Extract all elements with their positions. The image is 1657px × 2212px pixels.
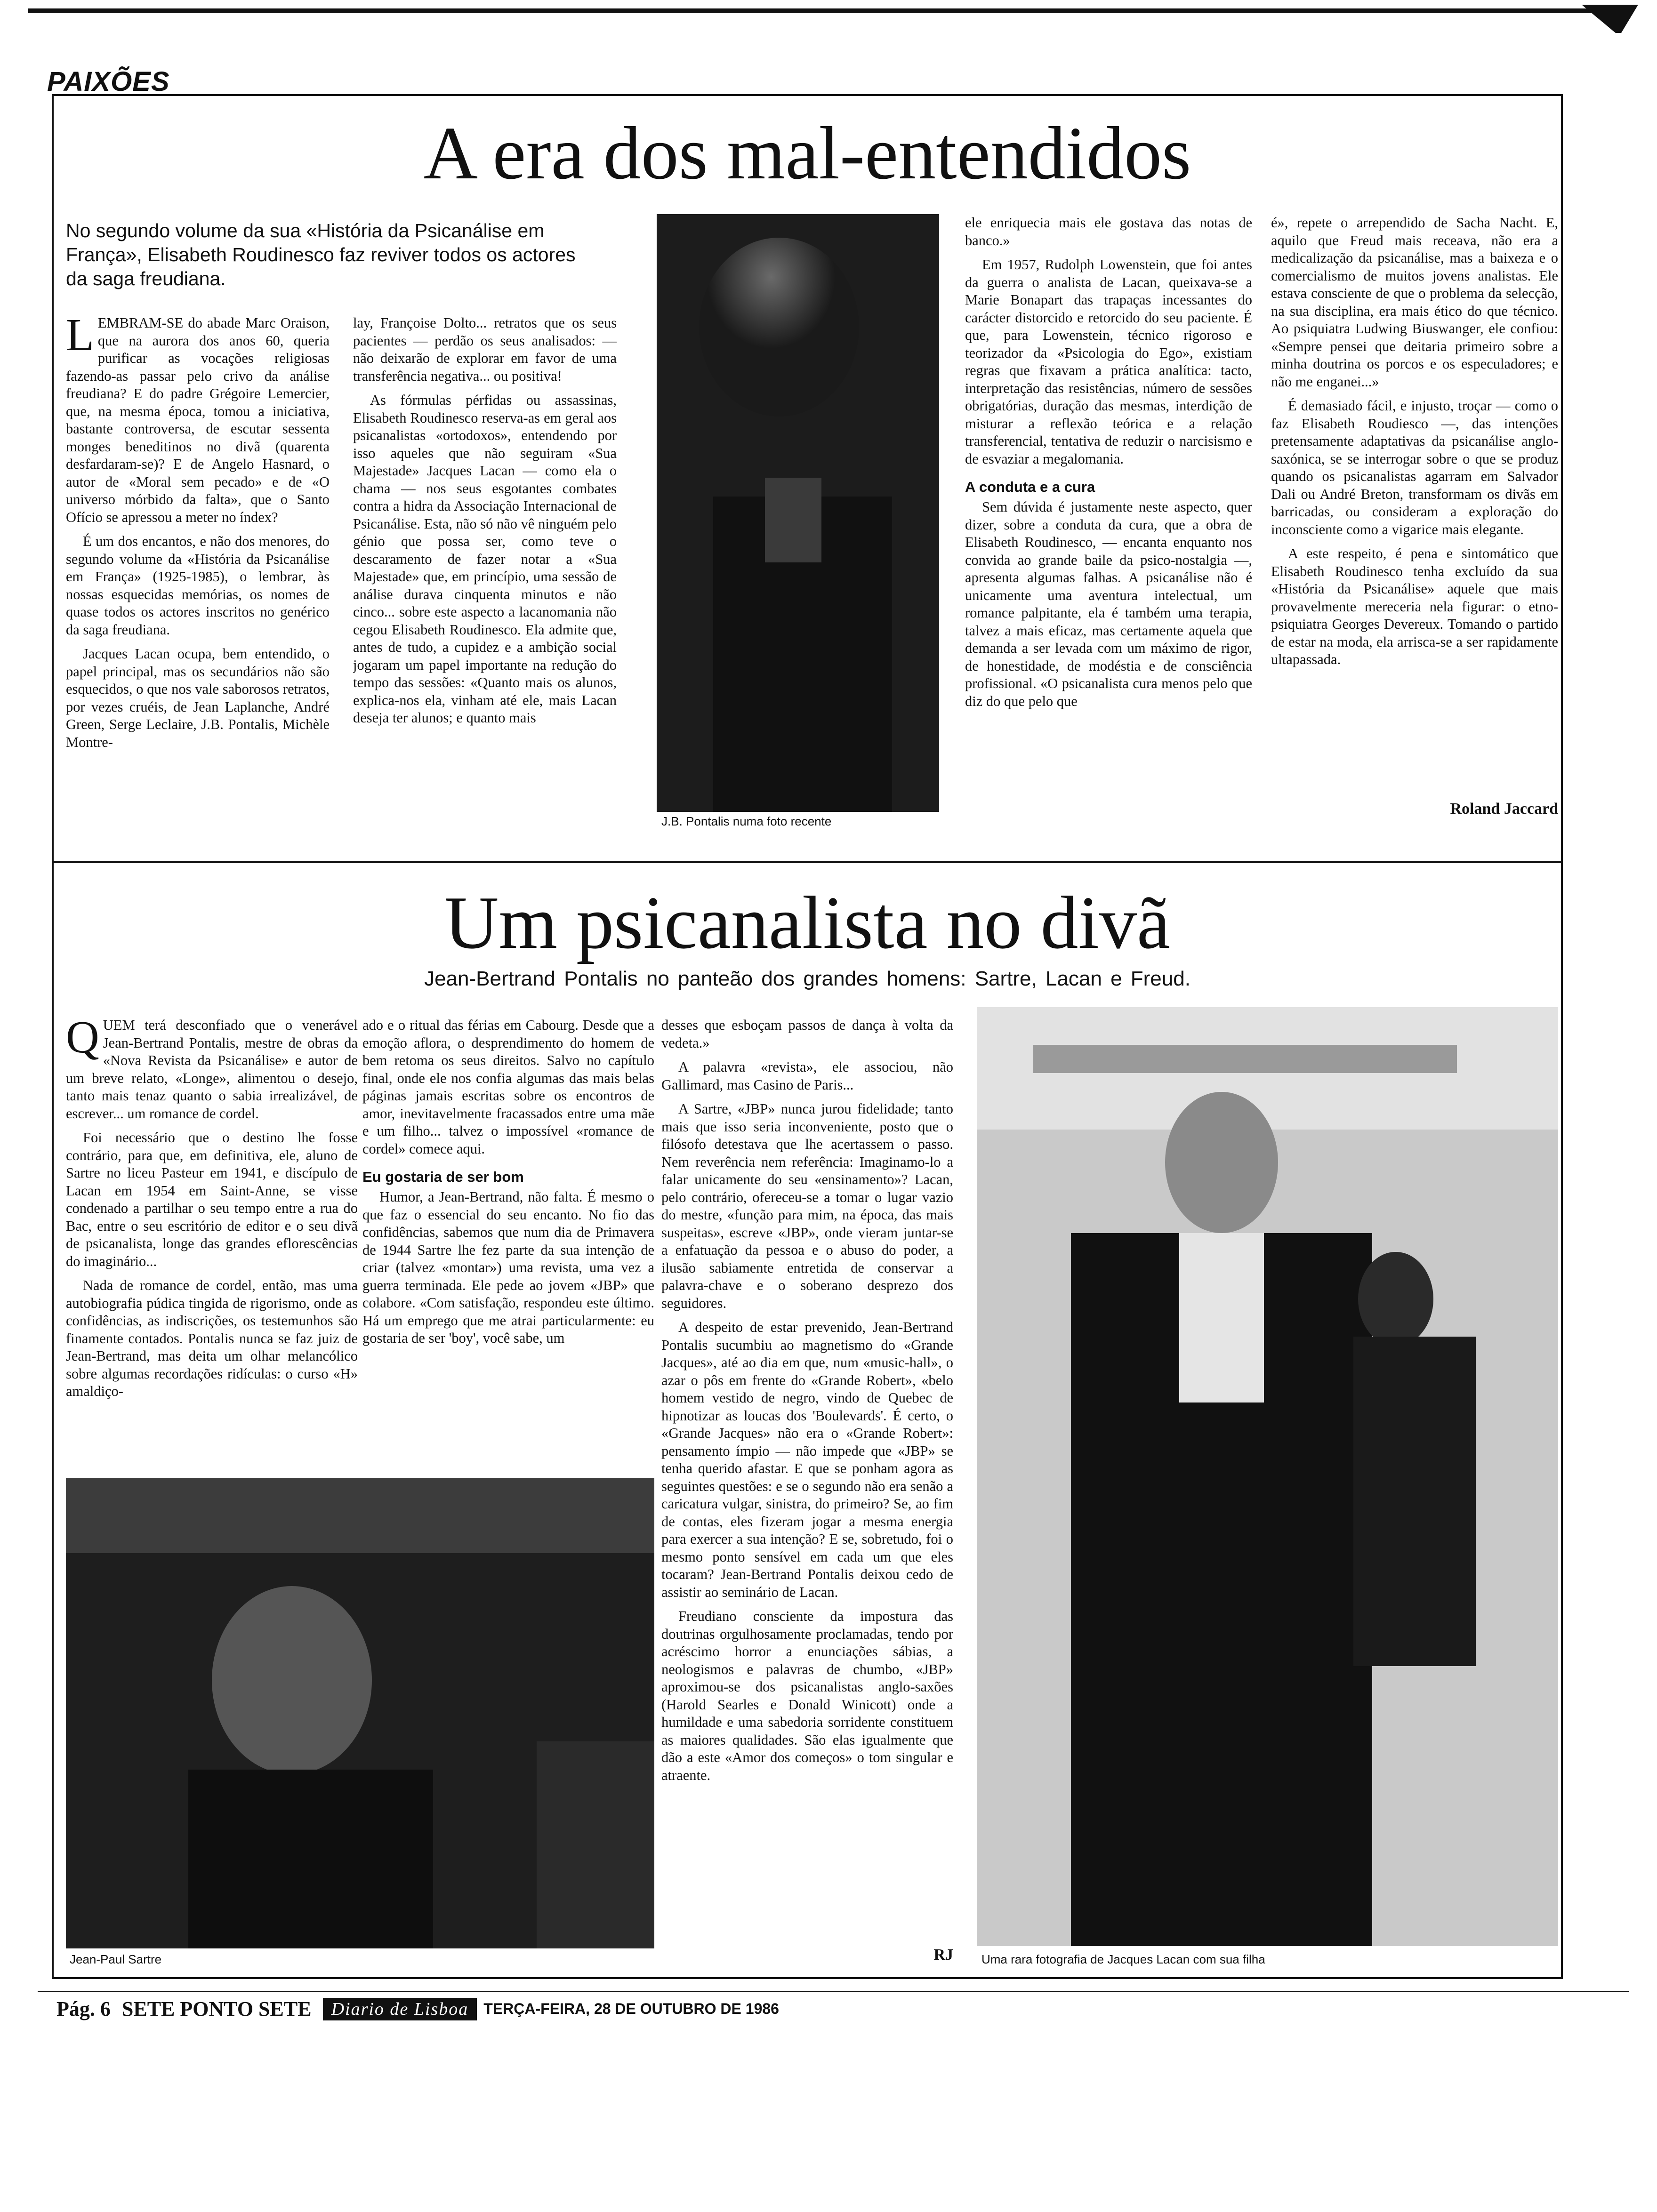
article2-col2-para: ado e o ritual das férias em Cabourg. Desde que a emoção aflora, o desprendimento do homem de bem retoma os seus direitos. Salvo no capítulo final, onde ele nos confia algumas das mais belas páginas jamais escritas sobre os encontros de amor, inevitavelmente fracassados entre uma mãe e um filho... talvez o impossível «romance de cordel» comece aqui.	[362, 1017, 654, 1157]
article1-col2-para: lay, Françoise Dolto... retratos que os seus pacientes — perdão os seus analisados: — não deixarão de explorar em favor de uma transferência negativa... ou positiva!	[353, 315, 617, 384]
newspaper-masthead: Diario de Lisboa	[323, 1998, 477, 2020]
article1-col4-para: É demasiado fácil, e injusto, troçar — como o faz Elisabeth Roudiesco —, das intenções pretensamente adaptativas da psicanálise anglo-saxónica, se se interrogar sobre o que se produz quando os psicanalistas agarram em Salvador Dali ou André Breton, transformam os divãs em barricadas, ou consideram a exploração do inconsciente como a vigarice mais elegante.	[1271, 398, 1558, 537]
article2-dropcap: Q	[66, 1017, 99, 1063]
article1-col4-para: A este respeito, é pena e sintomático que Elisabeth Roudinesco tenha excluído da sua «História da Psicanálise» aquele que mais provavelmente mereceria nela figurar: o etno-psiquiatra Georges Devereux. Tomando o partido de estar na moda, ela arrisca-se a ser rapidamente ultapassada.	[1271, 545, 1558, 667]
article2-col3-para: A palavra «revista», ele associou, não Gallimard, mas Casino de Paris...	[661, 1059, 953, 1093]
article2-col1-para: QUEM terá desconfiado que o venerável Jean-Bertrand Pontalis, mestre de obras da «Nova Revista da Psicanálise» e autor de um breve relato, «Longe», alimentou o desejo, tanto mais tenaz quanto o sabia irrealizável, de escrever... um romance de cordel.	[66, 1017, 358, 1122]
article2-headline: Um psicanalista no divã	[444, 881, 1170, 964]
pontalis-photo	[657, 214, 939, 812]
article1-col1-para: É um dos encantos, e não dos menores, do segundo volume da «História da Psicanálise em França» (1925-1985), o lembrar, às nossas esquecidas memórias, os nomes de quase todos os actores inscritos no genérico da saga freudiana.	[66, 533, 330, 638]
article1-col3-para: Em 1957, Rudolph Lowenstein, que foi antes da guerra o analista de Lacan, queixava-se a Marie Bonapart das trapaças incessantes do carácter distorcido e retorcido do seu paciente. É que, para Lowenstein, técnico rigoroso e teorizador da «Psicologia do Ego», existiam regras que fixavam a prática analítica: tacto, interpretação das resistências, número de sessões obrigatórias, duração das mesmas, interdição de misturar a reflexão teórica e a relação transferencial, tentativa de reduzir o narcisismo e de esvaziar a megalomania.	[965, 256, 1252, 467]
article2-column-3	[661, 1017, 953, 1951]
pontalis-photo-caption: J.B. Pontalis numa foto recente	[661, 814, 832, 828]
page-corner-mark	[1582, 5, 1638, 33]
article1-col2-para: As fórmulas pérfidas ou assassinas, Elisabeth Roudinesco reserva-as em geral aos psicanalistas «ortodoxos», entendendo por isso aqueles que não seguiram «Sua Majestade» Jacques Lacan — como ela o chama — nos seus esgotantes combates contra a hidra da Associação Internacional de Psicanálise. Esta, não só não vê ninguém pelo génio que possa ser, como teve o descaramento de fazer notar a «Sua Majestade» que, em princípio, uma sessão de análise durava cinquenta minutos e não cinco... sobre este aspecto a lacanomania não cegou Elisabeth Roudinesco. Ela admite que, antes de tudo, a cupidez e a ambição social jogaram um papel importante na redução do tempo das sessões: «Quanto mais os alunos, explica-nos ela, vinham até ele, mais Lacan deseja ter alunos; e quanto mais	[353, 392, 617, 726]
article1-column-2	[353, 314, 617, 842]
supplement-name: SETE PONTO SETE	[121, 1997, 312, 2020]
issue-date: TERÇA-FEIRA, 28 DE OUTUBRO DE 1986	[483, 2000, 779, 2017]
article1-column-4	[1271, 214, 1558, 793]
article1-dropcap: L	[66, 314, 94, 361]
article1-col3-para: Sem dúvida é justamente neste aspecto, quer dizer, sobre a conduta da cura, que a obra de Elisabeth Roudinesco, — encanta enquanto nos convida ao grande baile da psico-nostalgia —, apresenta algumas falhas. A psicanálise não é unicamente uma aventura intelectual, um romance palpitante, ela é também uma terapia, talvez a mais eficaz, mas certamente aquela que demanda a ser levada com um máximo de rigor, de honestidade, de modéstia e de consciência profissional. «O psicanalista cura menos pelo que diz do que pelo que	[965, 499, 1252, 709]
article1-col1-para: Jacques Lacan ocupa, bem entendido, o papel principal, mas os secundários não são esquecidos, o que nos vale saborosos retratos, por vezes cruéis, de Jean Laplanche, André Green, Serge Leclaire, J.B. Pontalis, Michèle Montre-	[66, 646, 330, 750]
article1-col4-para: é», repete o arrependido de Sacha Nacht. E, aquilo que Freud mais receava, não era a medicalização da psicanálise, mas a baixeza e o comercialismo de muitos jovens analistas. Ele estava consciente de que o problema da selecção, na sua disciplina, era mais ético do que técnico. Ao psiquiatra Ludwing Biuswanger, ele confiou: «Sempre pensei que deitaria primeiro sobre a minha doutrina os porcos e os especuladores; e não me enganei...»	[1271, 215, 1558, 390]
page-footer	[56, 1997, 779, 2021]
article2-column-2	[362, 1017, 654, 1478]
article2-col1-para: Nada de romance de cordel, então, mas uma autobiografia púdica tingida de rigorismo, onde as confidências, as indiscrições, os testemunhos são finamente contados. Pontalis nunca se faz juiz de Jean-Bertrand, mas deita um olhar melancólico sobre algumas recordações ridículas: o curso «H» amaldiço-	[66, 1277, 358, 1399]
article1-subheading: A conduta e a cura	[965, 479, 1095, 495]
article-separator	[52, 861, 1563, 863]
article1-col3-para: ele enriquecia mais ele gostava das notas de banco.»	[965, 215, 1252, 248]
page-number: Pág. 6	[56, 1997, 111, 2020]
article1-col1-para: LEMBRAM-SE do abade Marc Oraison, que na aurora dos anos 60, queria purificar as vocações religiosas fazendo-as passar pelo crivo da análise freudiana? E do padre Grégoire Lemercier, que, na mesma época, tomou a iniciativa, bastante controversa, de escutar sessenta monges beneditinos no divã (quarenta desfardaram-se)? E de Angelo Hasnard, o autor de «Moral sem pecado» e de «O universo mórbido da falta», que o Santo Ofício se apressou a meter no índex?	[66, 314, 330, 525]
section-title: PAIXÕES	[47, 66, 170, 97]
article1-headline: A era dos mal-entendidos	[423, 111, 1191, 195]
footer-rule	[38, 1991, 1629, 1992]
article1-column-3	[965, 214, 1252, 835]
article1-column-1	[66, 314, 330, 842]
top-rule	[28, 8, 1629, 13]
article2-column-1	[66, 1017, 358, 1478]
article2-subheadline: Jean-Bertrand Pontalis no panteão dos grandes homens: Sartre, Lacan e Freud.	[424, 967, 1190, 990]
article2-col1-para: Foi necessário que o destino lhe fosse contrário, para que, em definitiva, ele, aluno de Sartre no liceu Pasteur em 1941, e discípulo de Lacan em 1954 em Saint-Anne, se visse condenado a partilhar o seu tempo entre a rua do Bac, entre o seu escritório de editor e o seu divã de psicanalista, longe das grandes eflorescências do imaginário...	[66, 1130, 358, 1269]
article2-byline: RJ	[933, 1946, 953, 1964]
article2-col3-para: A despeito de estar prevenido, Jean-Bertrand Pontalis sucumbiu ao magnetismo do «Grande Jacques», até ao dia em que, num «music-hall», o azar o pôs em frente do «Grande Robert», «belo homem vestido de negro, vindo de Quebec de hipnotizar as loucas dos 'Boulevards'. É certo, o «Grande Jacques» não era o «Grande Robert»: pensamento ímpio — não impede que «JBP» se tenha querido afastar. E que se ponham agora as seguintes questões: e se o segundo não era senão a caricatura vulgar, sinistra, do primeiro? Se, ao fim de contas, eles fizeram jogar a mesma energia para exercer a sua intenção? E se, sobretudo, foi o mesmo ponto sensível em cada um que eles tocaram? Jean-Bertrand Pontalis deixou cedo de assistir ao seminário de Lacan.	[661, 1319, 953, 1600]
lacan-photo	[977, 1007, 1558, 1946]
article2-subheading: Eu gostaria de ser bom	[362, 1169, 524, 1185]
sartre-photo-caption: Jean-Paul Sartre	[70, 1952, 162, 1966]
lacan-photo-caption: Uma rara fotografia de Jacques Lacan com sua filha	[981, 1952, 1265, 1966]
article2-col3-para: Freudiano consciente da impostura das doutrinas orgulhosamente proclamadas, tendo por acréscimo horror a enunciações sábias, a neologismos e palavras de chumbo, «JBP» aproximou-se dos psicanalistas anglo-saxões (Harold Searles e Donald Winicott) onde a humildade e uma sabedoria sorridente constituem as maiores qualidades. São elas igualmente que dão a este «Amor dos começos» o tom singular e atraente.	[661, 1608, 953, 1783]
sartre-photo	[66, 1478, 654, 1948]
article1-lead: No segundo volume da sua «História da Psicanálise em França», Elisabeth Roudinesco faz reviver todos os actores da saga freudiana.	[66, 220, 576, 289]
article2-col2-para: Humor, a Jean-Bertrand, não falta. É mesmo o que faz o essencial do seu encanto. No fio das confidências, sabemos que num dia de Primavera de 1944 Sartre lhe fez parte da sua intenção de criar (talvez «montar») uma revista, uma vez a guerra terminada. Ele pede ao jovem «JBP» que colabore. «Com satisfação, respondeu este último. Há um emprego que me atrai particularmente: eu gostaria de ser 'boy', você sabe, um	[362, 1189, 654, 1346]
article2-col3-para: desses que esboçam passos de dança à volta da vedeta.»	[661, 1017, 953, 1051]
article1-byline: Roland Jaccard	[1450, 800, 1558, 817]
article2-col3-para: A Sartre, «JBP» nunca jurou fidelidade; tanto mais que isso seria inconveniente, posto que o filósofo detestava que lhe acertassem o passo. Nem reverência nem referência: Imaginamo-lo a falar unicamente do seu «ensinamento»? Lacan, pelo contrário, ofereceu-se a tomar o lugar vazio do mestre, «função para mim, na época, das mais suspeitas», escreve «JBP», onde vieram juntar-se a enfatuação da pessoa e o abuso do poder, a ilusão sabiamente entretida de conservar a palavra-chave e o soberano desprezo dos seguidores.	[661, 1101, 953, 1311]
